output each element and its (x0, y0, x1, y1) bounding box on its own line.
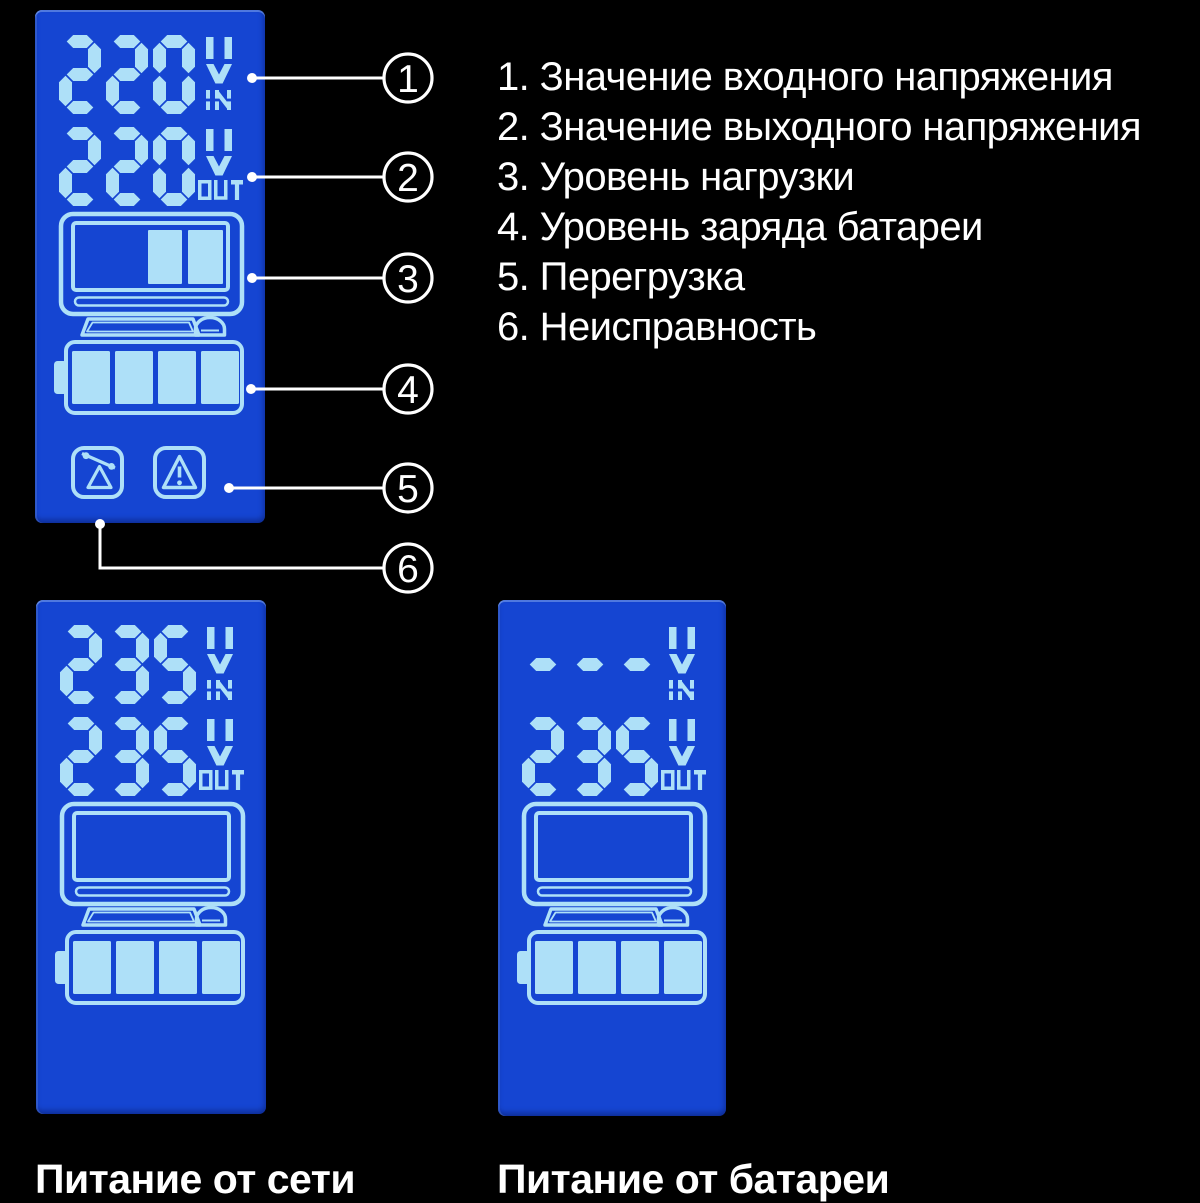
callout-1 (247, 54, 432, 102)
callout-5-dot (224, 483, 234, 493)
callout-4-dot (246, 384, 256, 394)
callout-1-number: 1 (397, 58, 419, 101)
callout-2-dot (247, 172, 257, 182)
callout-3-dot (247, 273, 257, 283)
callout-6-number: 6 (397, 548, 419, 591)
callout-4 (246, 365, 432, 413)
callout-3-number: 3 (397, 258, 419, 301)
legend-item-6: 6. Неисправность (497, 305, 817, 349)
callout-4-number: 4 (397, 369, 419, 412)
legend-item-5: 5. Перегрузка (497, 255, 745, 299)
caption-battery-power: Питание от батареи (497, 1156, 890, 1202)
legend-item-3: 3. Уровень нагрузки (497, 155, 855, 199)
legend-item-2: 2. Значение выходного напряжения (497, 105, 1141, 149)
callout-2 (247, 153, 432, 201)
callout-5-number: 5 (397, 468, 419, 511)
callout-5 (224, 464, 432, 512)
callout-6 (95, 519, 432, 592)
callout-1-dot (247, 73, 257, 83)
legend-item-4: 4. Уровень заряда батареи (497, 205, 983, 249)
legend-list (497, 52, 1141, 352)
legend-item-1: 1. Значение входного напряжения (497, 55, 1113, 99)
callout-6-dot (95, 519, 105, 529)
callout-2-number: 2 (397, 157, 419, 200)
callout-3 (247, 254, 432, 302)
caption-mains-power: Питание от сети (35, 1156, 356, 1202)
